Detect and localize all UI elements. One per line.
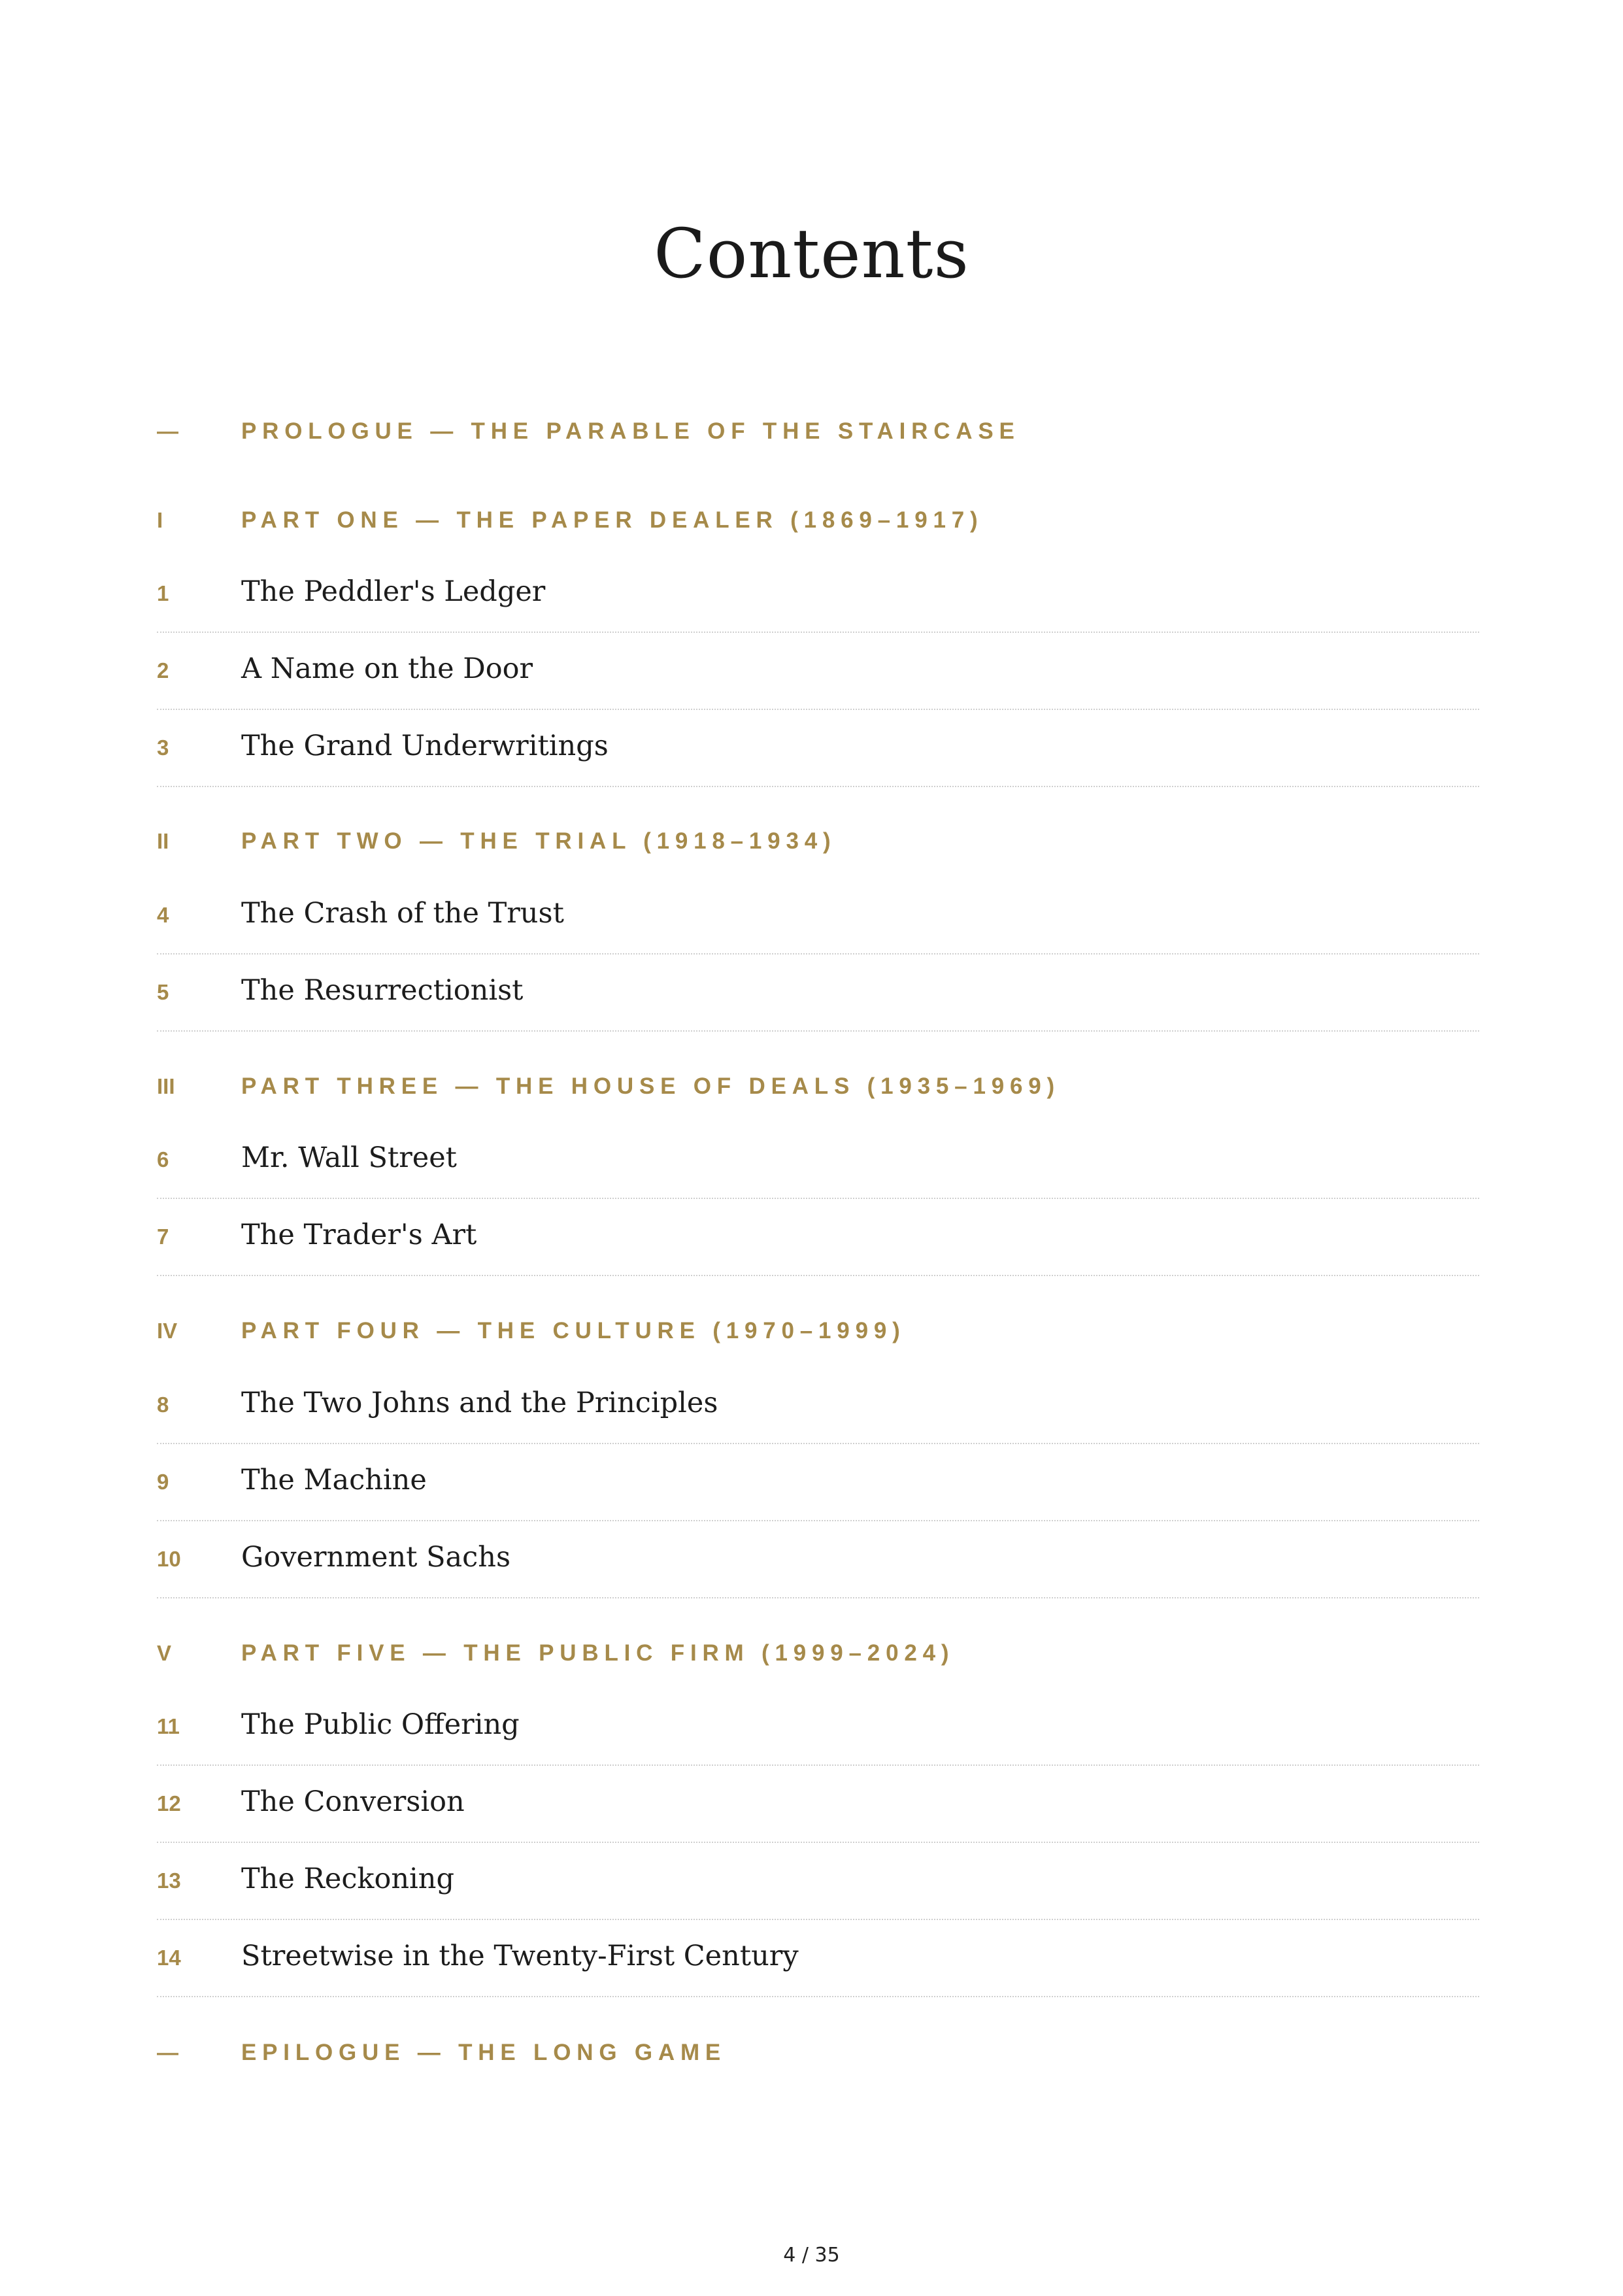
- part-heading: PART FIVE — THE PUBLIC FIRM (1999–2024): [241, 1640, 955, 1666]
- chapter-title: Streetwise in the Twenty-First Century: [241, 1940, 799, 1972]
- chapter-number: 12: [157, 1791, 181, 1815]
- chapter-title: The Peddler's Ledger: [241, 575, 546, 608]
- part-heading: PART THREE — THE HOUSE OF DEALS (1935–1969): [241, 1073, 1060, 1099]
- chapter-number: 1: [157, 581, 169, 605]
- chapter-number: 14: [157, 1946, 181, 1970]
- part-marker: IV: [157, 1319, 178, 1343]
- part-heading: EPILOGUE — THE LONG GAME: [241, 2040, 727, 2065]
- toc-chapter-5[interactable]: [157, 952, 1479, 1032]
- chapter-title: The Grand Underwritings: [241, 730, 609, 762]
- toc-chapter-3[interactable]: [157, 707, 1479, 787]
- toc-chapter-10[interactable]: [157, 1519, 1479, 1598]
- chapter-number: 10: [157, 1547, 181, 1571]
- part-marker: —: [157, 419, 178, 443]
- chapter-number: 6: [157, 1147, 169, 1172]
- chapter-number: 8: [157, 1393, 169, 1417]
- page-number: 4 / 35: [783, 2244, 840, 2267]
- part-heading: PROLOGUE — THE PARABLE OF THE STAIRCASE: [241, 418, 1020, 444]
- chapter-number: 4: [157, 903, 169, 927]
- chapter-title: The Two Johns and the Principles: [241, 1387, 718, 1419]
- chapter-title: The Machine: [241, 1464, 427, 1496]
- chapter-number: 7: [157, 1224, 169, 1249]
- chapter-number: 5: [157, 980, 169, 1004]
- chapter-title: The Resurrectionist: [241, 974, 524, 1007]
- toc-chapter-2[interactable]: [157, 630, 1479, 710]
- chapter-number: 9: [157, 1470, 169, 1494]
- chapter-title: A Name on the Door: [241, 652, 533, 685]
- chapter-title: The Conversion: [241, 1785, 465, 1818]
- toc-chapter-12[interactable]: [157, 1763, 1479, 1843]
- toc-chapter-7[interactable]: [157, 1196, 1479, 1276]
- chapter-number: 13: [157, 1868, 181, 1893]
- part-heading: PART FOUR — THE CULTURE (1970–1999): [241, 1318, 906, 1343]
- page-title: Contents: [654, 214, 969, 294]
- part-marker: —: [157, 2040, 178, 2065]
- toc-chapter-1[interactable]: [157, 553, 1479, 633]
- toc-chapter-8[interactable]: [157, 1364, 1479, 1444]
- part-marker: II: [157, 829, 169, 853]
- part-heading: PART TWO — THE TRIAL (1918–1934): [241, 828, 837, 854]
- chapter-number: 3: [157, 735, 169, 760]
- chapter-title: The Reckoning: [241, 1863, 455, 1895]
- table-of-contents: [157, 0, 1479, 2157]
- chapter-title: The Public Offering: [241, 1708, 520, 1741]
- chapter-title: Government Sachs: [241, 1541, 511, 1574]
- toc-chapter-14[interactable]: [157, 1917, 1479, 1997]
- toc-chapter-4[interactable]: [157, 875, 1479, 954]
- part-heading: PART ONE — THE PAPER DEALER (1869–1917): [241, 507, 984, 533]
- part-marker: V: [157, 1641, 172, 1665]
- chapter-title: Mr. Wall Street: [241, 1141, 457, 1174]
- toc-chapter-9[interactable]: [157, 1442, 1479, 1521]
- toc-chapter-11[interactable]: [157, 1686, 1479, 1766]
- chapter-number: 2: [157, 658, 169, 683]
- chapter-number: 11: [157, 1714, 180, 1738]
- chapter-title: The Crash of the Trust: [241, 897, 564, 930]
- toc-chapter-13[interactable]: [157, 1840, 1479, 1920]
- chapter-title: The Trader's Art: [241, 1219, 477, 1251]
- part-marker: I: [157, 508, 163, 532]
- part-marker: III: [157, 1074, 175, 1098]
- toc-chapter-6[interactable]: [157, 1119, 1479, 1199]
